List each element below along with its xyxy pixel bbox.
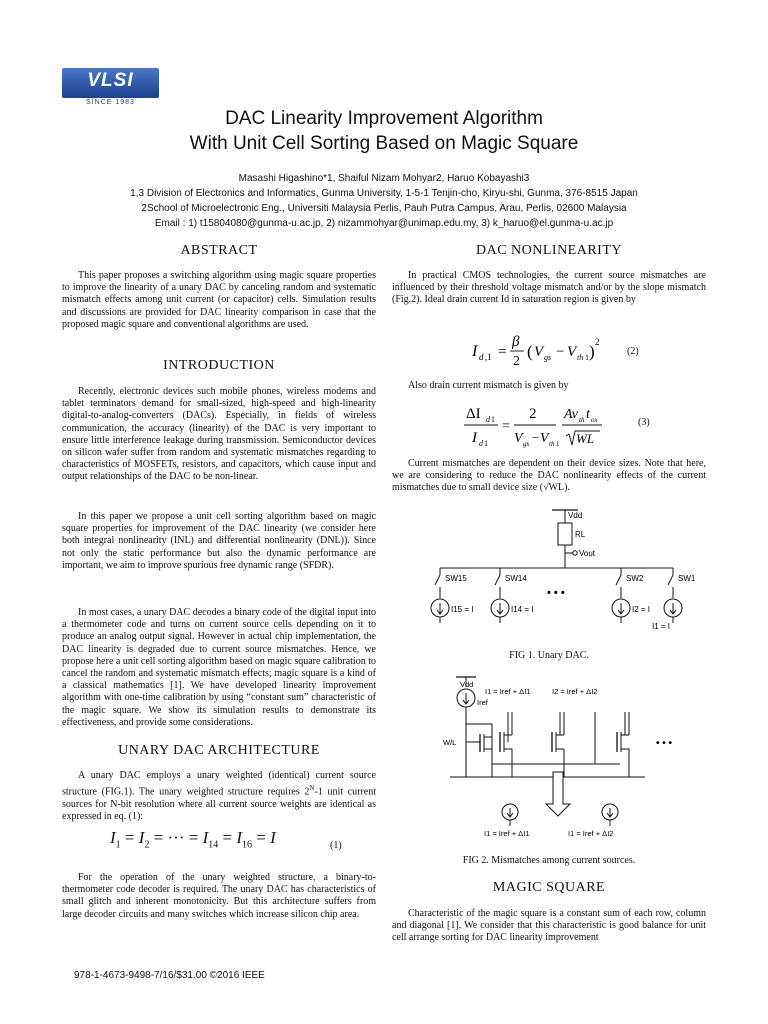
isbn-footer: 978-1-4673-9498-7/16/$31.00 ©2016 IEEE <box>74 970 265 981</box>
equation-1: $I_1 = I_2$ = ··· = $I_{14} = I_{16} = I$ <box>110 828 276 851</box>
nonlinearity-heading: DAC NONLINEARITY <box>475 243 623 258</box>
svg-text:gs: gs <box>544 353 552 362</box>
svg-text:I: I <box>472 430 477 446</box>
fig1-switch-1: SW1 <box>678 574 696 583</box>
fig2-i2-bottom: I1 = Iref + ΔI2 <box>568 829 614 838</box>
logo-text: VLSI <box>87 70 134 91</box>
equation-1-number: (1) <box>330 840 342 851</box>
nonlin-paragraph-3: Current mismatches are dependent on their device sizes. Note that here, we are considering to reduce the DAC nonlinearity effects of the current mismatches due to small device size (√WL). <box>392 458 706 494</box>
svg-text:ΔI: ΔI <box>466 406 481 422</box>
svg-text:2: 2 <box>513 354 520 369</box>
svg-text:=: = <box>498 344 507 360</box>
equation-3-number: (3) <box>638 417 650 428</box>
svg-text:V: V <box>534 344 544 360</box>
fig1-vdd-label: Vdd <box>568 511 583 520</box>
fig1-unary-dac-diagram <box>415 505 705 640</box>
svg-text:I: I <box>472 343 478 360</box>
fig2-wl-label: W/L <box>443 738 457 747</box>
affiliation-1: 1,3 Division of Electronics and Informatics, Gunma University, 1-5-1 Tenjin-cho, Kiryu-shi, Gunma, 376-8515 Japan <box>130 188 638 199</box>
svg-text:1: 1 <box>484 439 488 448</box>
fig2-mismatch-diagram <box>430 672 690 847</box>
logo-since: SINCE 1983 <box>86 99 135 106</box>
svg-text:1: 1 <box>491 415 495 424</box>
svg-text:,1: ,1 <box>485 352 492 362</box>
svg-text:Av: Av <box>564 407 578 422</box>
svg-text:WL: WL <box>576 431 595 446</box>
svg-text:V: V <box>540 431 549 446</box>
svg-text:t: t <box>586 407 590 422</box>
fig1-current-15: I15 = I <box>451 605 474 614</box>
svg-text:(: ( <box>527 342 533 361</box>
magic-square-heading: MAGIC SQUARE <box>492 880 606 895</box>
svg-text:1: 1 <box>585 353 589 362</box>
svg-text:th: th <box>577 353 584 362</box>
authors: Masashi Higashino*1, Shaiful Nizam Mohyar2, Haruo Kobayashi3 <box>238 173 530 184</box>
svg-text:β: β <box>512 334 520 350</box>
svg-text:2: 2 <box>529 406 537 422</box>
fig1-switch-14: SW14 <box>505 574 527 583</box>
svg-text:ox: ox <box>591 416 598 424</box>
fig1-current-2: I2 = I <box>632 605 651 614</box>
equation-2-number: (2) <box>627 346 639 357</box>
unary-heading: UNARY DAC ARCHITECTURE <box>118 743 320 758</box>
title-line-2: With Unit Cell Sorting Based on Magic Square <box>189 133 579 154</box>
svg-text:gs: gs <box>523 440 530 448</box>
equation-2 <box>470 330 620 370</box>
title-line-1: DAC Linearity Improvement Algorithm <box>225 108 543 129</box>
fig1-current-14: I14 = I <box>511 605 534 614</box>
abstract-heading: ABSTRACT <box>180 243 258 258</box>
magic-paragraph-1: Characteristic of the magic square is a constant sum of each row, column and diagonal [1]. We consider that this characteristic is good balance for unit cell arrange sorting for DAC linearity improvement <box>392 908 706 944</box>
abstract-text: This paper proposes a switching algorithm using magic square properties to improve the linearity of a unary DAC by canceling random and systematic mismatch effects among unit current (or capacitor) cells. Simulation results and discussions are provided for DAC linearity comparison in case that the proposed magic square and conventional algorithms are used. <box>62 270 376 330</box>
fig1-switch-2: SW2 <box>626 574 644 583</box>
svg-text:d: d <box>486 415 490 424</box>
svg-text:): ) <box>589 342 595 361</box>
svg-text:V: V <box>514 431 523 446</box>
intro-paragraph-1: Recently, electronic devices such mobile phones, wireless modems and tablet terminators demand for small-sized, high-speed and high-linearity digital-to-analog-converters (DACs). Especially, in fields of wireless communication, the accuracy (linearity) of the DAC is very important to ensure little interference leakage during transmission. Semiconductor devices on silicon wafer suffer from random and systematic mismatches regarding to characteristics of MOSFETs, resistors, and capacitors, which cause input and output relationships of the DAC to be non-linear. <box>62 386 376 483</box>
fig2-iref-label: Iref <box>477 698 488 707</box>
svg-text:2: 2 <box>595 337 600 347</box>
email-line: Email : 1) t15804080@gunma-u.ac.jp, 2) nizammohyar@unimap.edu.my, 3) k_haruo@el.gunma-u.ac.jp <box>154 218 614 229</box>
unary-paragraph-2: For the operation of the unary weighted structure, a binary-to-thermometer code decoder is required. The unary DAC has characteristics of small glitch and inherent monotonicity. But this architecture suffers from large decoder circuits and many switches which increase silicon chip area. <box>62 872 376 920</box>
svg-text:d: d <box>479 352 484 362</box>
nonlin-paragraph-2: Also drain current mismatch is given by <box>408 380 569 391</box>
fig2-i2-top: I2 = Iref + ΔI2 <box>552 687 598 696</box>
svg-text:−: − <box>532 430 540 445</box>
svg-text:=: = <box>502 419 510 434</box>
equation-3 <box>462 400 612 450</box>
nonlin-paragraph-1: In practical CMOS technologies, the current source mismatches are influenced by their threshold voltage mismatch and/or by the slope mismatch (Fig.2). Ideal drain current Id in saturation region is given by <box>392 270 706 306</box>
fig2-vdd-label: Vdd <box>460 680 474 689</box>
intro-paragraph-3: In most cases, a unary DAC decodes a binary code of the digital input into a thermometer code and turns on current source cells depending on it to produce an analog output signal. However in actual chip implementation, the DAC linearity is degraded due to current source mismatches. Hence, we propose here a unit cell sorting algorithm based on magic square calibration to cancel the random and systematic mismatch effects; magic square is a kind of a classical mathematics [1]. We have developed linearity improvement algorithm with one-time calibration by using “constant sum” characteristic of the magic square. We show its simulation results to demonstrate its effectiveness, and provide some considerations. <box>62 607 376 728</box>
fig1-caption: FIG 1. Unary DAC. <box>509 650 589 661</box>
fig1-switch-15: SW15 <box>445 574 467 583</box>
introduction-heading: INTRODUCTION <box>163 358 275 373</box>
fig1-rl-label: RL <box>575 530 586 539</box>
svg-text:V: V <box>567 344 577 360</box>
fig1-vout-label: Vout <box>579 549 596 558</box>
unary-paragraph-1: A unary DAC employs a unary weighted (identical) current source structure (FIG.1). The unary weighted structure requires $2^N-1$ unit current sources for N-bit resolution where all current source weights are identical as expressed in eq. (1): <box>62 770 377 822</box>
svg-text:th: th <box>549 440 555 448</box>
svg-text:−: − <box>556 344 565 360</box>
intro-paragraph-2: In this paper we propose a unit cell sorting algorithm based on magic square properties for improvement of the DAC linearity (we consider here both integral nonlinearity (INL) and differential nonlinearity (DNL)). Since not only the static performance but also the dynamic performance are important, we aim to improve spurious free dynamic range (SFDR). <box>62 511 376 571</box>
svg-text:1: 1 <box>556 440 560 448</box>
fig2-i1-top: I1 = Iref + ΔI1 <box>485 687 531 696</box>
fig1-ellipsis: • • • <box>547 587 565 599</box>
affiliation-2: 2School of Microelectronic Eng., Universiti Malaysia Perlis, Pauh Putra Campus, Arau, Perlis, 02600 Malaysia <box>141 203 627 214</box>
fig1-current-1: I1 = I <box>652 622 671 631</box>
svg-text:th: th <box>579 416 585 424</box>
fig2-i1-bottom: I1 = Iref + ΔI1 <box>484 829 530 838</box>
fig2-caption: FIG 2. Mismatches among current sources. <box>462 855 636 866</box>
fig2-ellipsis: • • • <box>656 738 673 749</box>
svg-text:d: d <box>479 439 483 448</box>
